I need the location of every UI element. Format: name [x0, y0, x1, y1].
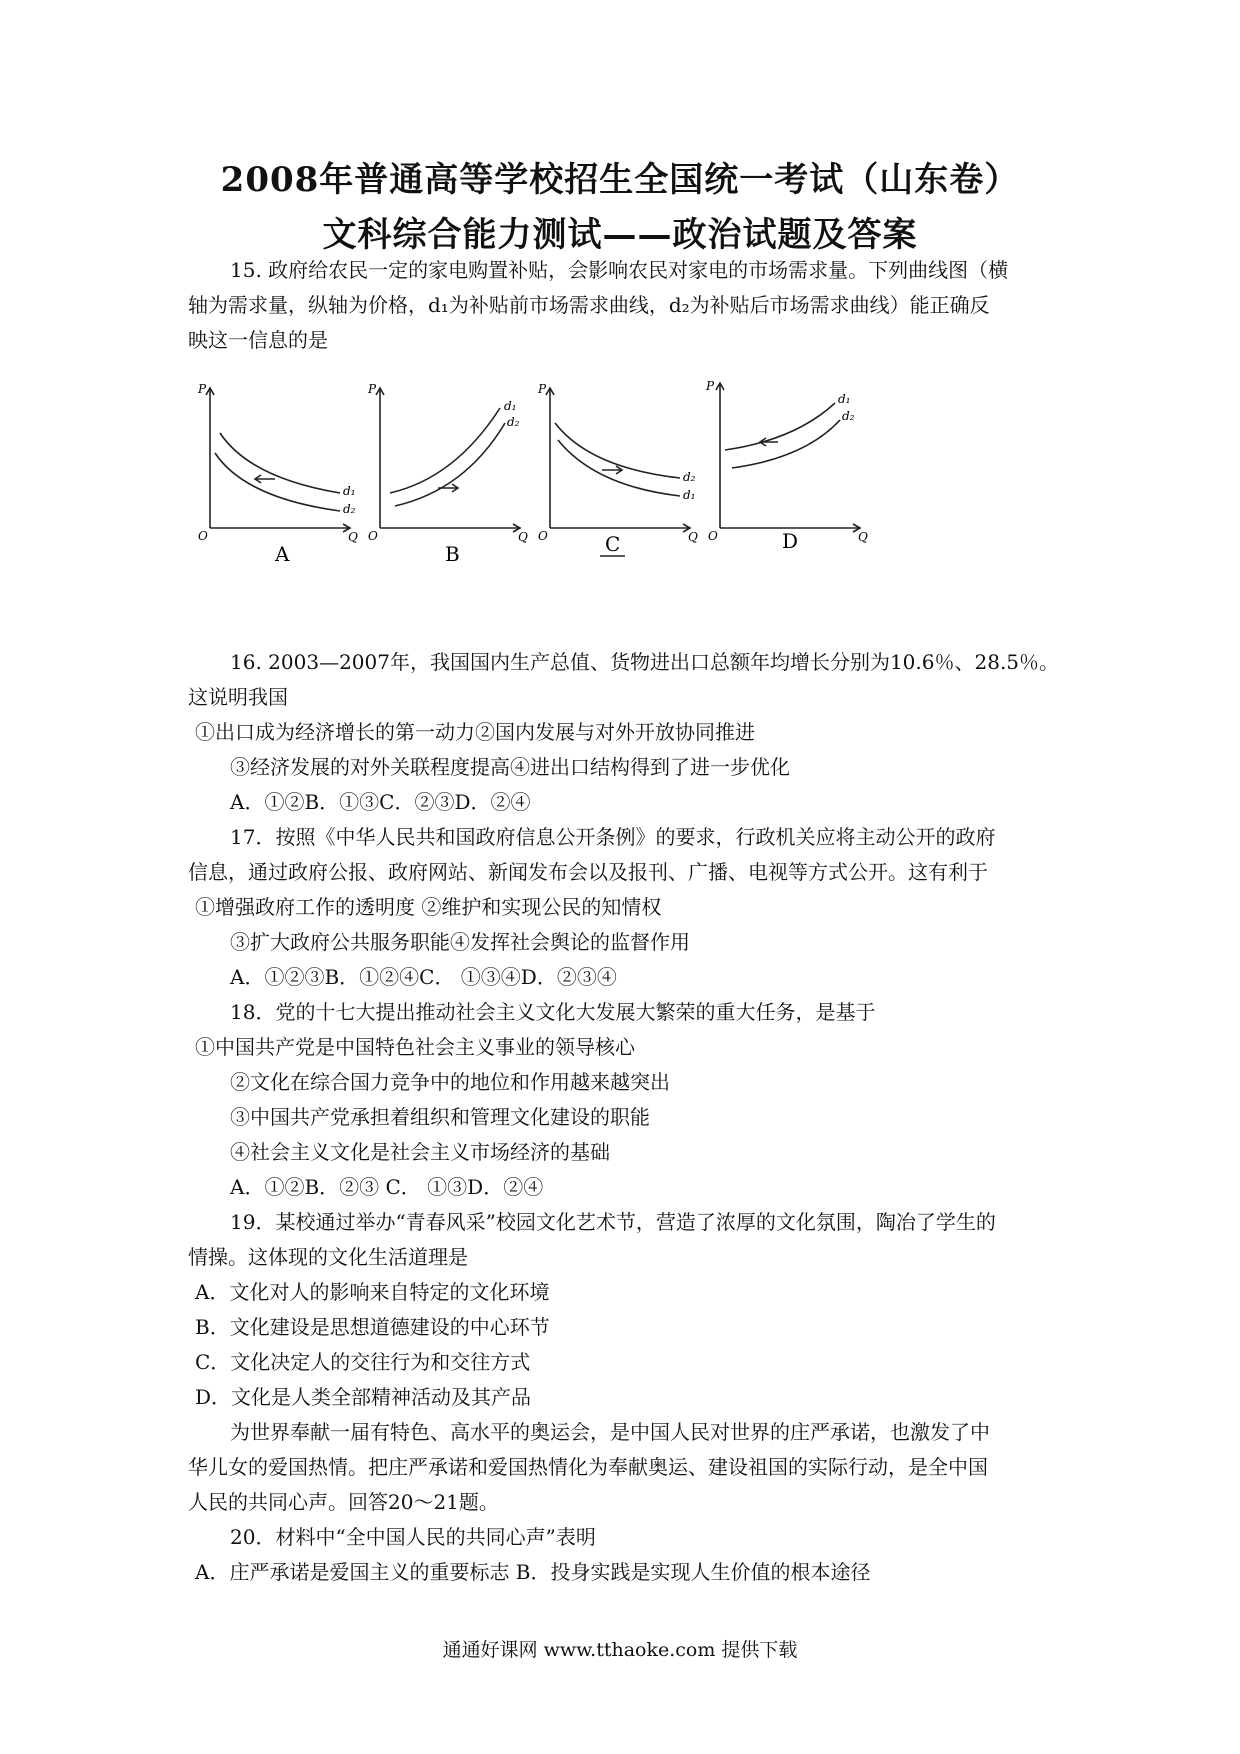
- q17-line-4: ③扩大政府公共服务职能④发挥社会舆论的监督作用: [230, 930, 690, 954]
- graph-d-curve-1: d₁: [838, 392, 851, 406]
- q16-line-1: 16. 2003—2007年，我国国内生产总值、货物进出口总额年均增长分别为10.6％、28.5％。: [230, 650, 1060, 674]
- material-line-1: 为世界奉献一届有特色、高水平的奥运会，是中国人民对世界的庄严承诺，也激发了中: [230, 1420, 990, 1444]
- graph-c-curve-1: d₂: [683, 470, 696, 484]
- graph-b-axis-q: Q: [518, 530, 528, 544]
- q19-line-1: 19．某校通过举办“青春风采”校园文化艺术节，营造了浓厚的文化氛围，陶冶了学生的: [230, 1210, 996, 1234]
- material-line-2: 华儿女的爱国热情。把庄严承诺和爱国热情化为奉献奥运、建设祖国的实际行动，是全中国: [188, 1455, 988, 1479]
- graph-d: [700, 378, 880, 568]
- q16-line-3: ①出口成为经济增长的第一动力②国内发展与对外开放协同推进: [195, 720, 755, 744]
- q20-line-2: A．庄严承诺是爱国主义的重要标志 B．投身实践是实现人生价值的根本途径: [195, 1560, 871, 1584]
- graph-a-curve-1: d₁: [343, 484, 356, 498]
- graph-c-label: C: [605, 532, 621, 556]
- q18-line-1: 18．党的十七大提出推动社会主义文化大发展大繁荣的重大任务，是基于: [230, 1000, 876, 1024]
- graph-a-origin: O: [198, 529, 208, 543]
- graph-b-axis-p: P: [368, 382, 377, 396]
- graph-c: [530, 378, 700, 568]
- q16-line-2: 这说明我国: [188, 685, 288, 709]
- q19-line-2: 情操。这体现的文化生活道理是: [188, 1245, 468, 1269]
- q20-line-1: 20．材料中“全中国人民的共同心声”表明: [230, 1525, 596, 1549]
- graph-d-axis-p: P: [706, 379, 715, 393]
- q17-line-1: 17．按照《中华人民共和国政府信息公开条例》的要求，行政机关应将主动公开的政府: [230, 825, 996, 849]
- graph-d-axis-q: Q: [858, 530, 868, 544]
- q18-options: A．①②B．②③ C． ①③D．②④: [230, 1175, 544, 1199]
- graph-d-origin: O: [708, 529, 718, 543]
- q19-option-d: D．文化是人类全部精神活动及其产品: [195, 1385, 532, 1409]
- graph-a-curve-2: d₂: [343, 502, 356, 516]
- graph-c-axis-p: P: [538, 382, 547, 396]
- graph-b-origin: O: [368, 529, 378, 543]
- page-footer: 通通好课网 www.tthaoke.com 提供下载: [442, 1639, 798, 1661]
- q19-option-c: C．文化决定人的交往行为和交往方式: [195, 1350, 531, 1374]
- graph-b: [360, 378, 530, 568]
- q19-option-a: A．文化对人的影响来自特定的文化环境: [195, 1280, 550, 1304]
- q17-options: A．①②③B．①②④C． ①③④D．②③④: [230, 965, 617, 989]
- q17-line-2: 信息，通过政府公报、政府网站、新闻发布会以及报刊、广播、电视等方式公开。这有利于: [188, 860, 988, 884]
- graph-a-label: A: [275, 542, 290, 566]
- title-line-2: 文科综合能力测试——政治试题及答案: [322, 215, 918, 255]
- title-line-1: 2008年普通高等学校招生全国统一考试（山东卷）: [220, 160, 1020, 200]
- graph-c-curve-2: d₁: [683, 488, 696, 502]
- graph-b-label: B: [445, 542, 460, 566]
- q18-line-2: ①中国共产党是中国特色社会主义事业的领导核心: [195, 1035, 635, 1059]
- graph-a: [190, 378, 360, 568]
- q15-line-2: 轴为需求量，纵轴为价格，d₁为补贴前市场需求曲线，d₂为补贴后市场需求曲线）能正确反: [188, 293, 990, 317]
- q15-line-1: 15. 政府给农民一定的家电购置补贴，会影响农民对家电的市场需求量。下列曲线图（横: [230, 258, 1009, 282]
- q15-line-3: 映这一信息的是: [188, 328, 328, 352]
- graph-a-axis-q: Q: [348, 530, 358, 544]
- q18-line-5: ④社会主义文化是社会主义市场经济的基础: [230, 1140, 610, 1164]
- demand-curve-graphs: [190, 378, 1070, 568]
- q16-options: A．①②B．①③C．②③D．②④: [230, 790, 531, 814]
- graph-d-label: D: [782, 529, 799, 553]
- q16-line-4: ③经济发展的对外关联程度提高④进出口结构得到了进一步优化: [230, 755, 790, 779]
- q18-line-4: ③中国共产党承担着组织和管理文化建设的职能: [230, 1105, 650, 1129]
- q18-line-3: ②文化在综合国力竞争中的地位和作用越来越突出: [230, 1070, 670, 1094]
- q17-line-3: ①增强政府工作的透明度 ②维护和实现公民的知情权: [195, 895, 662, 919]
- graph-b-curve-2: d₂: [507, 415, 520, 429]
- graph-a-axis-p: P: [198, 382, 207, 396]
- graph-c-origin: O: [538, 529, 548, 543]
- material-line-3: 人民的共同心声。回答20～21题。: [188, 1490, 499, 1514]
- graph-d-curve-2: d₂: [842, 409, 855, 423]
- graph-b-curve-1: d₁: [504, 399, 517, 413]
- graph-c-axis-q: Q: [688, 530, 698, 544]
- q19-option-b: B．文化建设是思想道德建设的中心环节: [195, 1315, 550, 1339]
